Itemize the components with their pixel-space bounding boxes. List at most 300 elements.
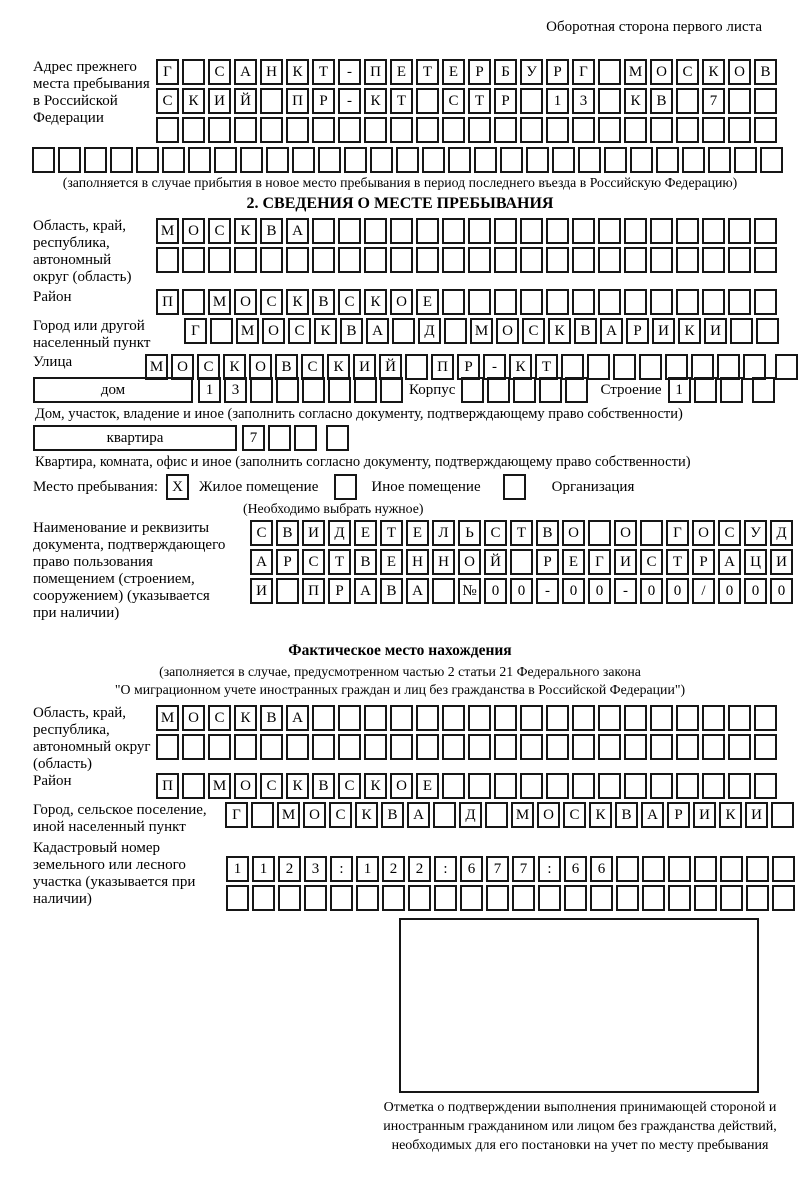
char-cell[interactable]: Е	[390, 59, 413, 85]
char-cell[interactable]	[268, 425, 291, 451]
char-cell[interactable]: П	[431, 354, 454, 380]
char-cell[interactable]: К	[355, 802, 378, 828]
char-cell[interactable]	[564, 885, 587, 911]
char-cell[interactable]	[520, 734, 543, 760]
char-cell[interactable]	[416, 734, 439, 760]
char-cell[interactable]	[754, 773, 777, 799]
char-cell[interactable]: М	[470, 318, 493, 344]
char-cell[interactable]: Е	[442, 59, 465, 85]
char-cell[interactable]: Р	[546, 59, 569, 85]
char-cell[interactable]	[494, 734, 517, 760]
char-cell[interactable]	[330, 885, 353, 911]
char-cell[interactable]	[676, 773, 699, 799]
char-cell[interactable]	[210, 318, 233, 344]
char-cell[interactable]	[276, 377, 299, 403]
char-cell[interactable]	[234, 734, 257, 760]
char-cell[interactable]	[416, 218, 439, 244]
char-cell[interactable]: Е	[406, 520, 429, 546]
char-cell[interactable]: О	[728, 59, 751, 85]
char-cell[interactable]: 2	[382, 856, 405, 882]
char-cell[interactable]: 0	[510, 578, 533, 604]
char-cell[interactable]: Г	[225, 802, 248, 828]
char-cell[interactable]	[650, 705, 673, 731]
char-cell[interactable]	[460, 885, 483, 911]
char-cell[interactable]	[676, 289, 699, 315]
char-cell[interactable]	[416, 117, 439, 143]
char-cell[interactable]: Р	[626, 318, 649, 344]
char-cell[interactable]	[572, 218, 595, 244]
char-cell[interactable]	[694, 377, 717, 403]
char-cell[interactable]: И	[693, 802, 716, 828]
char-cell[interactable]	[624, 218, 647, 244]
char-cell[interactable]: О	[692, 520, 715, 546]
char-cell[interactable]	[390, 117, 413, 143]
char-cell[interactable]: 1	[668, 377, 691, 403]
char-cell[interactable]: М	[156, 705, 179, 731]
char-cell[interactable]	[390, 705, 413, 731]
char-cell[interactable]: А	[250, 549, 273, 575]
char-cell[interactable]	[326, 425, 349, 451]
char-cell[interactable]: 6	[590, 856, 613, 882]
char-cell[interactable]: Д	[418, 318, 441, 344]
residential-checkbox[interactable]: X	[166, 474, 189, 500]
char-cell[interactable]: Н	[432, 549, 455, 575]
char-cell[interactable]	[226, 885, 249, 911]
char-cell[interactable]: 0	[666, 578, 689, 604]
char-cell[interactable]	[442, 247, 465, 273]
char-cell[interactable]	[702, 117, 725, 143]
char-cell[interactable]	[728, 773, 751, 799]
char-cell[interactable]: А	[354, 578, 377, 604]
char-cell[interactable]	[468, 117, 491, 143]
char-cell[interactable]: Д	[328, 520, 351, 546]
char-cell[interactable]	[694, 885, 717, 911]
char-cell[interactable]: С	[197, 354, 220, 380]
char-cell[interactable]: М	[145, 354, 168, 380]
char-cell[interactable]: 6	[564, 856, 587, 882]
char-cell[interactable]	[598, 289, 621, 315]
char-cell[interactable]	[156, 734, 179, 760]
char-cell[interactable]	[650, 289, 673, 315]
char-cell[interactable]: М	[208, 289, 231, 315]
char-cell[interactable]: Ц	[744, 549, 767, 575]
char-cell[interactable]: 0	[562, 578, 585, 604]
char-cell[interactable]: В	[260, 218, 283, 244]
char-cell[interactable]	[162, 147, 185, 173]
char-cell[interactable]	[572, 289, 595, 315]
char-cell[interactable]: Т	[666, 549, 689, 575]
char-cell[interactable]	[656, 147, 679, 173]
char-cell[interactable]	[486, 885, 509, 911]
char-cell[interactable]: 0	[484, 578, 507, 604]
char-cell[interactable]	[182, 289, 205, 315]
char-cell[interactable]	[572, 247, 595, 273]
char-cell[interactable]: К	[678, 318, 701, 344]
char-cell[interactable]: В	[340, 318, 363, 344]
char-cell[interactable]	[422, 147, 445, 173]
char-cell[interactable]: Й	[234, 88, 257, 114]
char-cell[interactable]	[650, 773, 673, 799]
char-cell[interactable]	[702, 705, 725, 731]
char-cell[interactable]	[156, 247, 179, 273]
char-cell[interactable]	[416, 247, 439, 273]
char-cell[interactable]	[182, 59, 205, 85]
char-cell[interactable]	[546, 773, 569, 799]
char-cell[interactable]	[513, 377, 536, 403]
char-cell[interactable]: В	[574, 318, 597, 344]
char-cell[interactable]: С	[208, 705, 231, 731]
char-cell[interactable]: К	[223, 354, 246, 380]
char-cell[interactable]: С	[208, 218, 231, 244]
char-cell[interactable]	[754, 289, 777, 315]
char-cell[interactable]	[668, 856, 691, 882]
char-cell[interactable]	[520, 218, 543, 244]
char-cell[interactable]	[182, 734, 205, 760]
char-cell[interactable]	[494, 289, 517, 315]
char-cell[interactable]: Г	[156, 59, 179, 85]
char-cell[interactable]	[598, 218, 621, 244]
char-cell[interactable]: 1	[356, 856, 379, 882]
char-cell[interactable]	[510, 549, 533, 575]
char-cell[interactable]	[416, 705, 439, 731]
char-cell[interactable]	[318, 147, 341, 173]
char-cell[interactable]: 0	[744, 578, 767, 604]
char-cell[interactable]: С	[640, 549, 663, 575]
char-cell[interactable]: Т	[535, 354, 558, 380]
char-cell[interactable]: О	[234, 773, 257, 799]
char-cell[interactable]: В	[615, 802, 638, 828]
char-cell[interactable]	[572, 705, 595, 731]
char-cell[interactable]: У	[744, 520, 767, 546]
char-cell[interactable]	[771, 802, 794, 828]
char-cell[interactable]	[240, 147, 263, 173]
char-cell[interactable]	[772, 885, 795, 911]
char-cell[interactable]	[304, 885, 327, 911]
char-cell[interactable]	[494, 705, 517, 731]
char-cell[interactable]	[468, 773, 491, 799]
char-cell[interactable]: В	[312, 773, 335, 799]
char-cell[interactable]: Б	[494, 59, 517, 85]
char-cell[interactable]	[487, 377, 510, 403]
char-cell[interactable]: О	[614, 520, 637, 546]
char-cell[interactable]	[494, 247, 517, 273]
char-cell[interactable]: Т	[510, 520, 533, 546]
char-cell[interactable]: С	[484, 520, 507, 546]
char-cell[interactable]	[650, 117, 673, 143]
char-cell[interactable]: Р	[276, 549, 299, 575]
char-cell[interactable]	[461, 377, 484, 403]
char-cell[interactable]	[390, 734, 413, 760]
char-cell[interactable]: Г	[184, 318, 207, 344]
char-cell[interactable]: Т	[380, 520, 403, 546]
char-cell[interactable]: /	[692, 578, 715, 604]
char-cell[interactable]: -	[614, 578, 637, 604]
char-cell[interactable]	[278, 885, 301, 911]
char-cell[interactable]: С	[301, 354, 324, 380]
char-cell[interactable]: И	[614, 549, 637, 575]
char-cell[interactable]: Г	[572, 59, 595, 85]
char-cell[interactable]: С	[338, 773, 361, 799]
char-cell[interactable]	[234, 117, 257, 143]
char-cell[interactable]	[468, 705, 491, 731]
char-cell[interactable]	[442, 773, 465, 799]
char-cell[interactable]	[448, 147, 471, 173]
char-cell[interactable]	[598, 88, 621, 114]
char-cell[interactable]: С	[260, 289, 283, 315]
char-cell[interactable]	[338, 218, 361, 244]
char-cell[interactable]: Е	[354, 520, 377, 546]
char-cell[interactable]	[432, 578, 455, 604]
char-cell[interactable]: А	[407, 802, 430, 828]
char-cell[interactable]	[292, 147, 315, 173]
char-cell[interactable]	[302, 377, 325, 403]
char-cell[interactable]	[208, 247, 231, 273]
char-cell[interactable]: М	[277, 802, 300, 828]
char-cell[interactable]: К	[286, 289, 309, 315]
char-cell[interactable]: Р	[692, 549, 715, 575]
char-cell[interactable]: В	[354, 549, 377, 575]
char-cell[interactable]	[546, 218, 569, 244]
char-cell[interactable]: А	[286, 705, 309, 731]
char-cell[interactable]	[250, 377, 273, 403]
char-cell[interactable]	[588, 520, 611, 546]
char-cell[interactable]	[624, 289, 647, 315]
char-cell[interactable]	[494, 117, 517, 143]
char-cell[interactable]	[338, 705, 361, 731]
char-cell[interactable]: -	[536, 578, 559, 604]
char-cell[interactable]	[468, 247, 491, 273]
char-cell[interactable]: С	[208, 59, 231, 85]
char-cell[interactable]: В	[276, 520, 299, 546]
char-cell[interactable]	[58, 147, 81, 173]
char-cell[interactable]: К	[286, 59, 309, 85]
char-cell[interactable]: П	[156, 773, 179, 799]
char-cell[interactable]	[442, 705, 465, 731]
char-cell[interactable]: Р	[328, 578, 351, 604]
char-cell[interactable]	[572, 734, 595, 760]
char-cell[interactable]	[728, 247, 751, 273]
char-cell[interactable]: О	[171, 354, 194, 380]
char-cell[interactable]	[494, 773, 517, 799]
char-cell[interactable]: 7	[486, 856, 509, 882]
char-cell[interactable]: О	[390, 773, 413, 799]
char-cell[interactable]	[442, 218, 465, 244]
char-cell[interactable]	[328, 377, 351, 403]
char-cell[interactable]	[485, 802, 508, 828]
char-cell[interactable]: :	[434, 856, 457, 882]
char-cell[interactable]	[251, 802, 274, 828]
char-cell[interactable]: В	[260, 705, 283, 731]
char-cell[interactable]	[720, 856, 743, 882]
char-cell[interactable]: 0	[770, 578, 793, 604]
char-cell[interactable]: 0	[640, 578, 663, 604]
char-cell[interactable]	[676, 218, 699, 244]
char-cell[interactable]	[728, 218, 751, 244]
char-cell[interactable]: К	[364, 88, 387, 114]
char-cell[interactable]	[32, 147, 55, 173]
char-cell[interactable]	[668, 885, 691, 911]
char-cell[interactable]	[468, 289, 491, 315]
char-cell[interactable]: Е	[562, 549, 585, 575]
char-cell[interactable]	[642, 856, 665, 882]
char-cell[interactable]: И	[745, 802, 768, 828]
char-cell[interactable]: М	[156, 218, 179, 244]
char-cell[interactable]: Г	[588, 549, 611, 575]
char-cell[interactable]	[266, 147, 289, 173]
char-cell[interactable]: 6	[460, 856, 483, 882]
char-cell[interactable]	[702, 773, 725, 799]
char-cell[interactable]	[578, 147, 601, 173]
char-cell[interactable]	[380, 377, 403, 403]
char-cell[interactable]	[390, 247, 413, 273]
char-cell[interactable]	[730, 318, 753, 344]
char-cell[interactable]: №	[458, 578, 481, 604]
char-cell[interactable]: 3	[572, 88, 595, 114]
char-cell[interactable]: И	[353, 354, 376, 380]
char-cell[interactable]: С	[563, 802, 586, 828]
char-cell[interactable]	[208, 734, 231, 760]
char-cell[interactable]	[382, 885, 405, 911]
char-cell[interactable]	[546, 289, 569, 315]
char-cell[interactable]	[354, 377, 377, 403]
char-cell[interactable]	[364, 218, 387, 244]
char-cell[interactable]: -	[338, 59, 361, 85]
char-cell[interactable]: С	[156, 88, 179, 114]
char-cell[interactable]	[624, 734, 647, 760]
char-cell[interactable]	[370, 147, 393, 173]
char-cell[interactable]	[702, 734, 725, 760]
char-cell[interactable]: С	[288, 318, 311, 344]
char-cell[interactable]	[590, 885, 613, 911]
char-cell[interactable]: К	[624, 88, 647, 114]
char-cell[interactable]: К	[719, 802, 742, 828]
char-cell[interactable]	[772, 856, 795, 882]
char-cell[interactable]	[754, 117, 777, 143]
char-cell[interactable]	[616, 856, 639, 882]
char-cell[interactable]: О	[496, 318, 519, 344]
char-cell[interactable]: П	[286, 88, 309, 114]
char-cell[interactable]	[520, 247, 543, 273]
char-cell[interactable]: Р	[667, 802, 690, 828]
char-cell[interactable]	[396, 147, 419, 173]
char-cell[interactable]	[260, 247, 283, 273]
char-cell[interactable]: М	[624, 59, 647, 85]
char-cell[interactable]: К	[364, 773, 387, 799]
char-cell[interactable]	[286, 117, 309, 143]
char-cell[interactable]	[182, 117, 205, 143]
char-cell[interactable]: Л	[432, 520, 455, 546]
char-cell[interactable]	[728, 705, 751, 731]
char-cell[interactable]	[720, 377, 743, 403]
char-cell[interactable]	[624, 705, 647, 731]
char-cell[interactable]: 3	[224, 377, 247, 403]
char-cell[interactable]	[260, 88, 283, 114]
char-cell[interactable]: О	[234, 289, 257, 315]
char-cell[interactable]	[546, 247, 569, 273]
organization-checkbox[interactable]	[503, 474, 526, 500]
char-cell[interactable]: К	[234, 705, 257, 731]
char-cell[interactable]	[746, 856, 769, 882]
char-cell[interactable]: И	[704, 318, 727, 344]
char-cell[interactable]	[760, 147, 783, 173]
char-cell[interactable]: :	[538, 856, 561, 882]
char-cell[interactable]: М	[511, 802, 534, 828]
char-cell[interactable]: 7	[702, 88, 725, 114]
char-cell[interactable]: М	[236, 318, 259, 344]
char-cell[interactable]	[408, 885, 431, 911]
char-cell[interactable]	[474, 147, 497, 173]
char-cell[interactable]: И	[770, 549, 793, 575]
char-cell[interactable]	[390, 218, 413, 244]
char-cell[interactable]	[754, 734, 777, 760]
char-cell[interactable]: С	[250, 520, 273, 546]
char-cell[interactable]: С	[338, 289, 361, 315]
char-cell[interactable]: А	[718, 549, 741, 575]
char-cell[interactable]: А	[641, 802, 664, 828]
char-cell[interactable]	[708, 147, 731, 173]
char-cell[interactable]	[338, 247, 361, 273]
char-cell[interactable]	[538, 885, 561, 911]
char-cell[interactable]: И	[250, 578, 273, 604]
char-cell[interactable]	[364, 734, 387, 760]
char-cell[interactable]: П	[364, 59, 387, 85]
char-cell[interactable]	[616, 885, 639, 911]
char-cell[interactable]: О	[650, 59, 673, 85]
char-cell[interactable]	[416, 88, 439, 114]
char-cell[interactable]: О	[249, 354, 272, 380]
char-cell[interactable]	[676, 88, 699, 114]
char-cell[interactable]: Й	[484, 549, 507, 575]
char-cell[interactable]	[756, 318, 779, 344]
char-cell[interactable]: 1	[226, 856, 249, 882]
char-cell[interactable]	[364, 247, 387, 273]
char-cell[interactable]	[539, 377, 562, 403]
char-cell[interactable]: В	[380, 578, 403, 604]
char-cell[interactable]	[494, 218, 517, 244]
char-cell[interactable]: О	[303, 802, 326, 828]
char-cell[interactable]: К	[702, 59, 725, 85]
char-cell[interactable]	[754, 705, 777, 731]
char-cell[interactable]	[356, 885, 379, 911]
char-cell[interactable]: В	[650, 88, 673, 114]
char-cell[interactable]	[734, 147, 757, 173]
char-cell[interactable]	[136, 147, 159, 173]
char-cell[interactable]	[702, 289, 725, 315]
char-cell[interactable]	[338, 734, 361, 760]
char-cell[interactable]	[624, 773, 647, 799]
char-cell[interactable]: -	[483, 354, 506, 380]
char-cell[interactable]	[572, 117, 595, 143]
char-cell[interactable]: В	[536, 520, 559, 546]
char-cell[interactable]: 0	[718, 578, 741, 604]
char-cell[interactable]: 3	[304, 856, 327, 882]
char-cell[interactable]	[676, 705, 699, 731]
char-cell[interactable]	[214, 147, 237, 173]
char-cell[interactable]: О	[562, 520, 585, 546]
char-cell[interactable]	[520, 117, 543, 143]
char-cell[interactable]	[676, 117, 699, 143]
char-cell[interactable]	[682, 147, 705, 173]
char-cell[interactable]: К	[548, 318, 571, 344]
char-cell[interactable]	[676, 734, 699, 760]
char-cell[interactable]	[312, 734, 335, 760]
char-cell[interactable]	[728, 289, 751, 315]
char-cell[interactable]: К	[182, 88, 205, 114]
char-cell[interactable]: С	[329, 802, 352, 828]
char-cell[interactable]: Й	[379, 354, 402, 380]
char-cell[interactable]: Е	[380, 549, 403, 575]
char-cell[interactable]	[312, 117, 335, 143]
